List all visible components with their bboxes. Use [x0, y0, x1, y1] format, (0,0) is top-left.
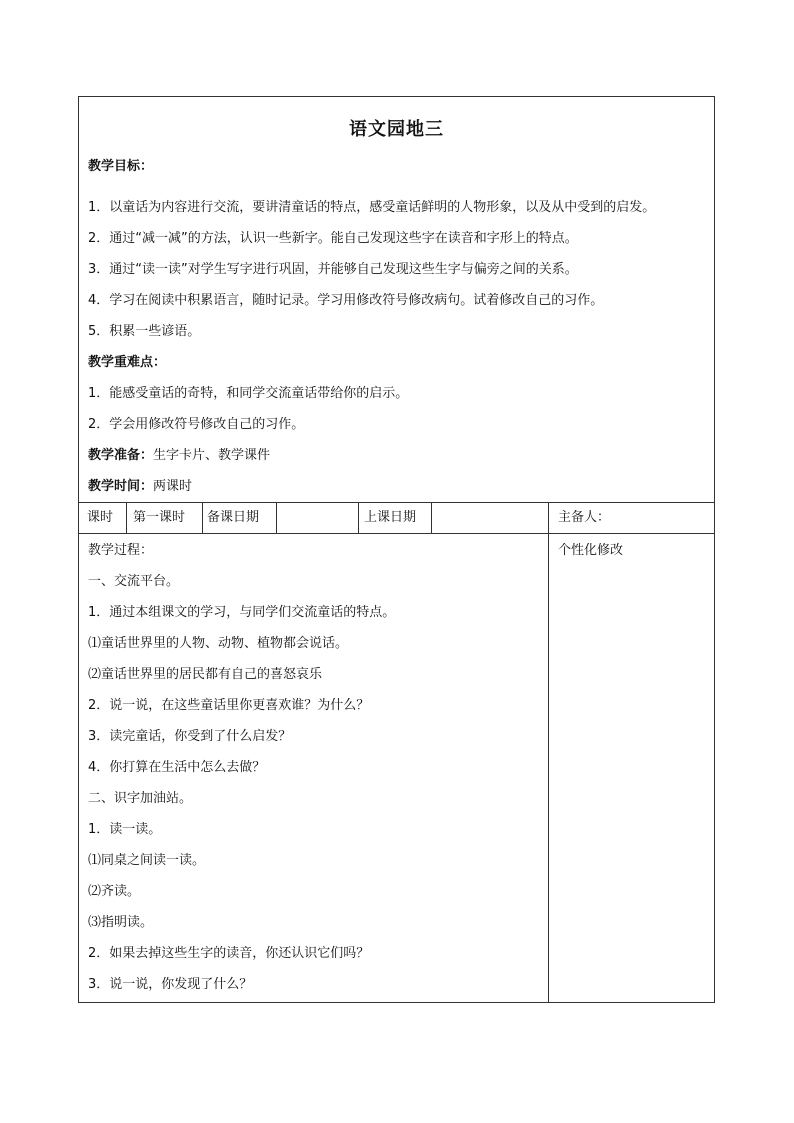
column-divider: [358, 502, 359, 533]
process-line: 2．说一说，在这些童话里你更喜欢谁？为什么？: [88, 698, 370, 713]
goal-item: 5．积累一些谚语。: [88, 324, 201, 339]
column-divider: [126, 502, 127, 533]
column-divider: [276, 502, 277, 533]
page-title: 语文园地三: [349, 119, 444, 140]
process-heading: 教学过程：: [88, 543, 154, 558]
key-point-item: 1．能感受童话的奇特，和同学交流童话带给你的启示。: [88, 386, 409, 401]
preparation-line: [88, 448, 270, 464]
process-line: ⑴同桌之间读一读。: [88, 853, 206, 868]
row-divider: [79, 502, 714, 503]
process-line: 1．读一读。: [88, 822, 162, 837]
lesson-value: 第一课时: [133, 510, 186, 525]
prep-date-label: 备课日期: [207, 510, 260, 525]
process-line: 4．你打算在生活中怎么去做？: [88, 760, 266, 775]
preparer-label: 主备人：: [558, 510, 611, 525]
goal-item: 3．通过“读一读”对学生写字进行巩固，并能够自己发现这些生字与偏旁之间的关系。: [88, 262, 578, 277]
column-divider: [202, 502, 203, 533]
process-line: 3．说一说，你发现了什么？: [88, 977, 253, 992]
process-line: 1．通过本组课文的学习，与同学们交流童话的特点。: [88, 605, 396, 620]
process-line: ⑵童话世界里的居民都有自己的喜怒哀乐: [88, 667, 323, 682]
row-divider: [79, 533, 714, 534]
key-points-heading: 教学重难点：: [88, 355, 167, 370]
teaching-time-label: 教学时间：: [88, 479, 154, 494]
goals-heading: 教学目标：: [88, 159, 154, 174]
goal-item: 1．以童话为内容进行交流，要讲清童话的特点，感受童话鲜明的人物形象，以及从中受到的启发。: [88, 200, 656, 215]
preparation-value: 生字卡片、教学课件: [153, 448, 271, 463]
goal-item: 2．通过“减一减”的方法，认识一些新字。能自己发现这些字在读音和字形上的特点。: [88, 231, 578, 246]
process-line: ⑴童话世界里的人物、动物、植物都会说话。: [88, 636, 349, 651]
process-line: 一、交流平台。: [88, 574, 180, 589]
process-line: ⑶指明读。: [88, 915, 154, 930]
key-point-item: 2．学会用修改符号修改自己的习作。: [88, 417, 305, 432]
lesson-label: 课时: [87, 510, 114, 525]
teaching-time-value: 两课时: [153, 479, 193, 494]
process-line: 二、识字加油站。: [88, 791, 193, 806]
preparation-label: 教学准备：: [88, 448, 154, 463]
process-line: ⑵齐读。: [88, 884, 141, 899]
process-line: 3．读完童话，你受到了什么启发？: [88, 729, 292, 744]
class-date-label: 上课日期: [364, 510, 417, 525]
lesson-plan-table: [78, 96, 715, 1003]
goal-item: 4．学习在阅读中积累语言，随时记录。学习用修改符号修改病句。试着修改自己的习作。: [88, 293, 604, 308]
column-divider: [548, 502, 549, 1002]
personalized-revision-label: 个性化修改: [558, 543, 624, 558]
teaching-time-line: [88, 479, 192, 495]
column-divider: [431, 502, 432, 533]
process-line: 2．如果去掉这些生字的读音，你还认识它们吗？: [88, 946, 370, 961]
